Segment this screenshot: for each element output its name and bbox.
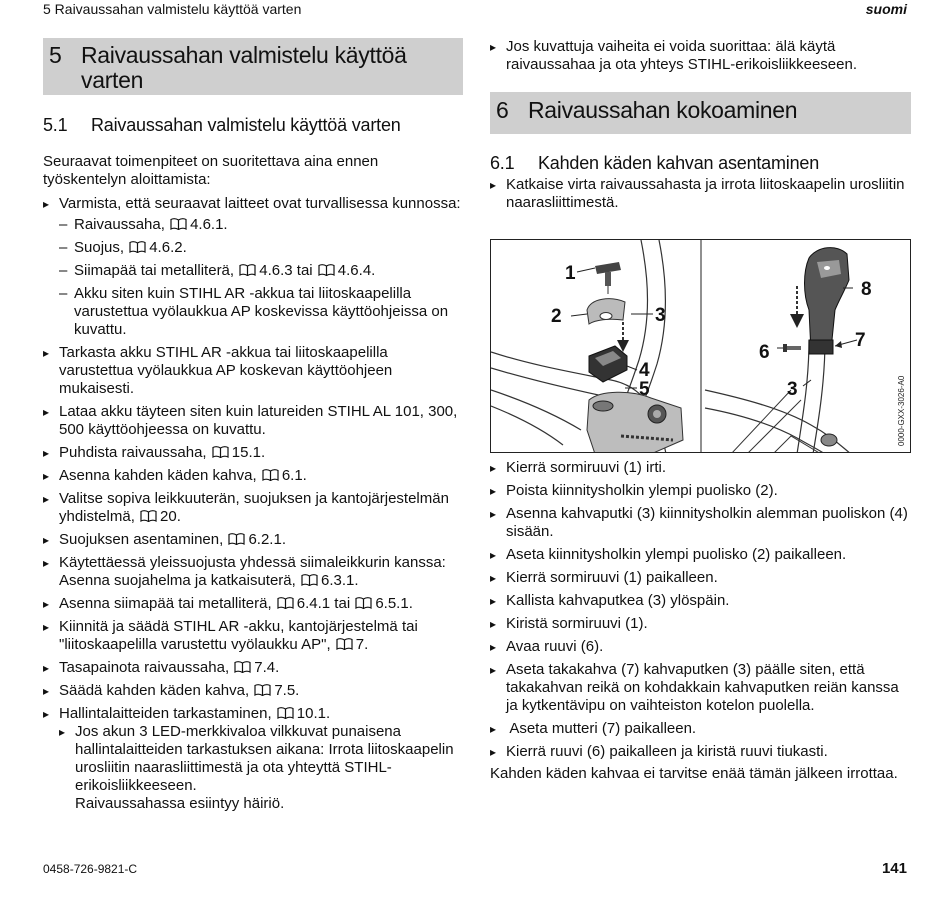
item-text: Siimapää tai metalliterä,: [74, 262, 235, 279]
reference[interactable]: 6.5.1.: [375, 595, 413, 612]
steps-list: [490, 459, 911, 761]
reference[interactable]: 6.3.1.: [320, 572, 359, 589]
reference[interactable]: 4.6.1.: [190, 216, 228, 233]
running-header: 5 Raivaussahan valmistelu käyttöä varten: [43, 1, 302, 17]
figure-label: 6: [759, 342, 770, 363]
chapter-5-heading: [43, 38, 463, 95]
book-icon: [277, 706, 294, 718]
chapter-title: Raivaussahan kokoaminen: [528, 97, 798, 123]
reference[interactable]: 6.2.1.: [248, 531, 286, 548]
list-item: [43, 554, 463, 590]
reference[interactable]: 7.5.: [274, 682, 300, 699]
figure-label: 3: [787, 379, 798, 400]
list-item: [43, 444, 463, 462]
chapter-number: 6: [496, 97, 509, 123]
book-icon: [301, 573, 318, 585]
step-item: ▸ Kierrä sormiruuvi (1) irti.: [490, 459, 911, 477]
item-text: Jos akun 3 LED-merkkivaloa vilkkuvat punaisena hallintalaitteiden tarkastuksen aikana: Irrota liitoskaapelin urosliitin naarasliittimestä ja ota yhteyttä STIHL-erikoisliikkeeseen.: [75, 723, 454, 794]
item-text: Kiinnitä ja säädä STIHL AR -akku, kantojärjestelmä tai "liitoskaapelilla varustettu vyölaukku AP",: [59, 618, 418, 653]
left-column: [43, 38, 463, 818]
nested-list: [59, 723, 463, 813]
step-item: ▸ Kierrä sormiruuvi (1) paikalleen.: [490, 569, 911, 587]
list-item: [43, 682, 463, 700]
step-item: ▸ Kiristä sormiruuvi (1).: [490, 615, 911, 633]
right-column: [490, 38, 911, 217]
list-item: [43, 659, 463, 677]
section-title: Kahden käden kahvan asentaminen: [538, 153, 820, 173]
item-text: Valitse sopiva leikkuuterän, suojuksen ja kantojärjestelmän yhdistelmä,: [59, 490, 449, 525]
list-item: [43, 618, 463, 654]
section-title: Raivaussahan valmistelu käyttöä varten: [91, 115, 401, 135]
item-text: Säädä kahden käden kahva,: [59, 682, 250, 699]
book-icon: [228, 532, 245, 544]
list-item: [43, 705, 463, 813]
section-6-1-heading: [490, 153, 911, 174]
book-icon: [336, 637, 353, 649]
list-item: [43, 531, 463, 549]
list-item: ▸ Tarkasta akku STIHL AR -akkua tai liitoskaapelilla varustettua vyölaukkua AP koskevan käyttöohjeen mukaisesti.: [43, 344, 463, 398]
check-sublist: [59, 216, 463, 339]
book-icon: [254, 683, 271, 695]
reference[interactable]: 20.: [160, 508, 181, 525]
page-number: 141: [881, 860, 907, 877]
book-icon: [239, 263, 256, 275]
reference[interactable]: 6.1.: [281, 467, 307, 484]
step-item: ▸ Aseta takakahva (7) kahvaputken (3) päälle siten, että takakahvan reikä on kohdakkain kahvaputken reiän kanssa ja kytkentävipu on vaihteiston kotelon puolella.: [490, 661, 911, 715]
item-text: Puhdista raivaussaha,: [59, 444, 207, 461]
section-number: 6.1: [490, 153, 515, 173]
reference[interactable]: 4.6.2.: [149, 239, 187, 256]
list-item: ▸ Katkaise virta raivaussahasta ja irrota liitoskaapelin urosliitin naarasliittimestä.: [490, 176, 911, 212]
list-item: – Akku siten kuin STIHL AR -akkua tai liitoskaapelilla varustettua vyölaukkua AP koskevissa käyttöohjeissa on kuvattu.: [59, 285, 463, 339]
list-item: [43, 195, 463, 339]
item-text: Käytettäessä yleissuojusta yhdessä siimaleikkurin kanssa: Asenna suojahelma ja katkaisuterä,: [59, 554, 446, 589]
step-item: ▸ Aseta kiinnitysholkin ylempi puolisko (2) paikalleen.: [490, 546, 911, 564]
book-icon: [170, 217, 187, 229]
book-icon: [277, 596, 294, 608]
book-icon: [262, 468, 279, 480]
step-item: ▸ Kierrä ruuvi (6) paikalleen ja kiristä ruuvi tiukasti.: [490, 743, 911, 761]
chapter-number: 5: [49, 42, 62, 68]
step-item: ▸ Poista kiinnitysholkin ylempi puolisko (2).: [490, 482, 911, 500]
book-icon: [355, 596, 372, 608]
intro-list: [490, 176, 911, 212]
item-text: Raivaussahassa esiintyy häiriö.: [75, 795, 285, 812]
list-item: [43, 595, 463, 613]
list-item: [59, 216, 463, 234]
chapter-6-heading: [490, 92, 911, 134]
step-item: ▸ Avaa ruuvi (6).: [490, 638, 911, 656]
list-item: ▸ Jos kuvattuja vaiheita ei voida suorittaa: älä käytä raivaussahaa ja ota yhteys STIHL-erikoisliikkeeseen.: [490, 38, 911, 74]
section-number: 5.1: [43, 115, 68, 135]
chapter-title: Raivaussahan valmistelu käyttöä varten: [81, 42, 407, 93]
figure-label: 2: [551, 306, 562, 327]
reference[interactable]: 7.4.: [254, 659, 280, 676]
item-text: Tasapainota raivaussaha,: [59, 659, 230, 676]
book-icon: [140, 509, 157, 521]
step-item: ▸ Aseta mutteri (7) paikalleen.: [490, 720, 911, 738]
intro-text: Seuraavat toimenpiteet on suoritettava aina ennen työskentelyn aloittamista:: [43, 153, 379, 188]
figure-label: 1: [565, 263, 576, 284]
reference[interactable]: 4.6.4.: [337, 262, 376, 279]
list-item: [59, 239, 463, 257]
item-text: Suojus,: [74, 239, 125, 256]
reference[interactable]: 4.6.3 tai: [259, 262, 313, 279]
book-icon: [129, 240, 146, 252]
list-item: [43, 490, 463, 526]
book-icon: [234, 660, 251, 672]
reference[interactable]: 15.1.: [231, 444, 266, 461]
figure-label: 4: [639, 360, 650, 381]
figure-label: 7: [855, 330, 866, 351]
assembly-illustration: [490, 239, 911, 453]
assembly-steps: [490, 459, 911, 783]
list-item: [59, 723, 463, 813]
language-label: suomi: [865, 1, 907, 17]
item-text: Hallintalaitteiden tarkastaminen,: [59, 705, 272, 722]
list-item: [43, 467, 463, 485]
preparation-list: [43, 195, 463, 813]
list-item: [59, 262, 463, 280]
figure-label: 3: [655, 305, 666, 326]
step-item: ▸ Kallista kahvaputkea (3) ylöspäin.: [490, 592, 911, 610]
warning-list: [490, 38, 911, 74]
reference[interactable]: 10.1.: [296, 705, 331, 722]
figure-code: 0000-GXX-3026-A0: [897, 375, 906, 446]
item-text: Asenna siimapää tai metalliterä,: [59, 595, 272, 612]
book-icon: [318, 263, 335, 275]
document-code: 0458-726-9821-C: [43, 862, 138, 876]
book-icon: [212, 445, 229, 457]
section-5-1-heading: [43, 115, 463, 136]
reference[interactable]: 7.: [355, 636, 369, 653]
reference[interactable]: 6.4.1 tai: [296, 595, 351, 612]
step-item: ▸ Asenna kahvaputki (3) kiinnitysholkin alemman puoliskon (4) sisään.: [490, 505, 911, 541]
list-item: ▸ Lataa akku täyteen siten kuin latureiden STIHL AL 101, 300, 500 käyttöohjeessa on kuvattu.: [43, 403, 463, 439]
figure-label: 5: [639, 379, 650, 400]
item-text: Raivaussaha,: [74, 216, 165, 233]
item-text: Suojuksen asentaminen,: [59, 531, 224, 548]
figure-label: 8: [861, 279, 872, 300]
closing-text: Kahden käden kahvaa ei tarvitse enää tämän jälkeen irrottaa.: [490, 765, 898, 782]
item-text: Asenna kahden käden kahva,: [59, 467, 257, 484]
bullet-text: Varmista, että seuraavat laitteet ovat turvallisessa kunnossa:: [59, 195, 461, 212]
